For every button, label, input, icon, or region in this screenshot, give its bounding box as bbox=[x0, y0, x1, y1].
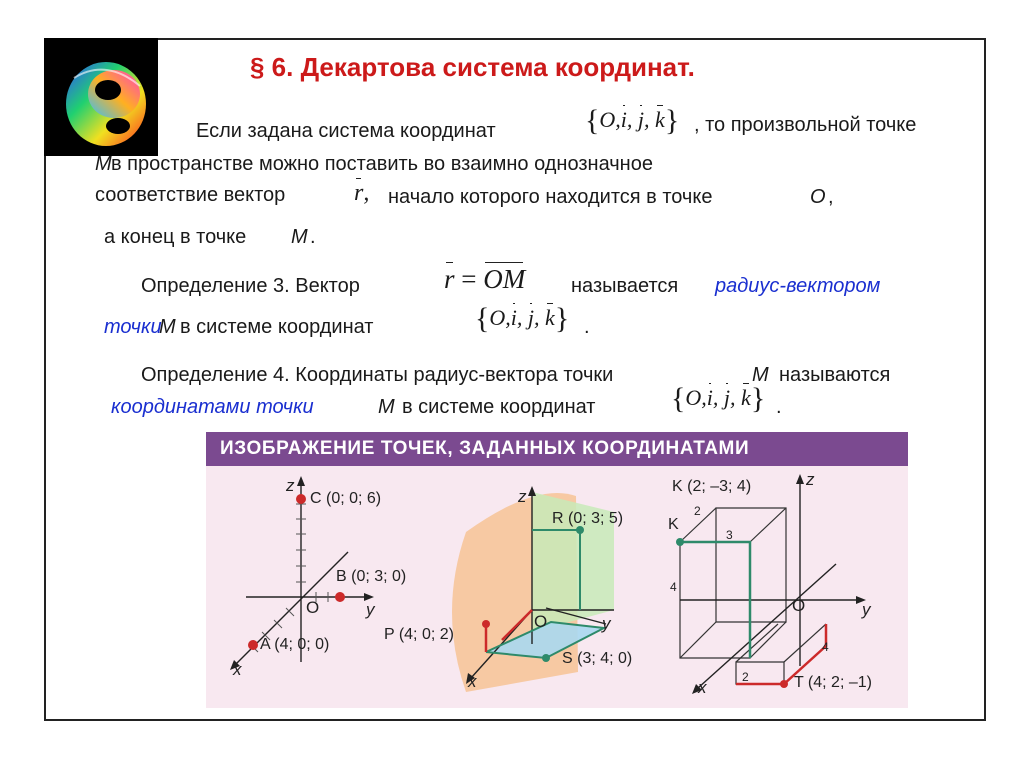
p3-axis-z: z bbox=[806, 470, 815, 489]
p3-axis-x: x bbox=[698, 678, 707, 697]
def4-term: координатами точки bbox=[111, 396, 314, 418]
label-point-k: K bbox=[668, 516, 679, 533]
label-point-b: B (0; 3; 0) bbox=[336, 568, 407, 585]
basis-formula-1: {O,i, j, k} bbox=[585, 104, 680, 137]
label-point-c: C (0; 0; 6) bbox=[310, 490, 382, 507]
point-k-marker bbox=[676, 538, 684, 546]
para1-line4-a: а конец в точке bbox=[104, 226, 247, 248]
point-b-marker bbox=[335, 592, 345, 602]
def3-line2-b: в системе координат bbox=[180, 316, 374, 338]
label-point-r: R (0; 3; 5) bbox=[552, 510, 624, 527]
label-point-p: P (4; 0; 2) bbox=[384, 626, 454, 643]
figure-drawing bbox=[206, 432, 908, 708]
basis-formula-3: {O,i, j, k} bbox=[671, 382, 766, 415]
point-p-marker bbox=[482, 620, 490, 628]
coordinates-figure bbox=[206, 432, 908, 708]
logo-image bbox=[44, 38, 158, 156]
label-point-t: T (4; 2; –1) bbox=[794, 674, 872, 691]
def4-line2-b: в системе координат bbox=[402, 396, 596, 418]
label-point-s: S (3; 4; 0) bbox=[562, 650, 633, 667]
def4-line2-point: M bbox=[378, 396, 395, 418]
point-c-marker bbox=[296, 494, 306, 504]
p1-axis-y: y bbox=[366, 600, 375, 619]
p2-axis-x: x bbox=[468, 672, 477, 691]
point-t-marker bbox=[780, 680, 788, 688]
p2-axis-z: z bbox=[518, 487, 527, 506]
label-point-a: A (4; 0; 0) bbox=[260, 636, 330, 653]
para1-point-m: M bbox=[95, 153, 112, 175]
para1-line3-end: , bbox=[828, 186, 834, 208]
def3-end: . bbox=[584, 316, 590, 338]
p2-axis-y: y bbox=[602, 614, 611, 633]
point-s-marker bbox=[542, 654, 550, 662]
p1-origin: O bbox=[306, 598, 320, 617]
point-a-marker bbox=[248, 640, 258, 650]
def4-part1: Определение 4. Координаты радиус-вектора точки bbox=[141, 364, 614, 386]
dim-2-top: 2 bbox=[694, 504, 701, 518]
def3-term: радиус-вектором bbox=[715, 275, 881, 297]
def3-part1: Определение 3. Вектор bbox=[141, 275, 360, 297]
p1-axis-x: x bbox=[233, 660, 242, 679]
dim-2-bottom: 2 bbox=[742, 670, 749, 684]
label-point-k-coord: K (2; –3; 4) bbox=[672, 478, 752, 495]
dim-3: 3 bbox=[726, 528, 733, 542]
para1-line1-b: , то произвольной точке bbox=[694, 114, 917, 136]
vector-r: r, bbox=[354, 180, 370, 206]
p2-origin: O bbox=[534, 612, 548, 631]
para1-line3-b: начало которого находится в точке bbox=[388, 186, 713, 208]
p1-axis-z: z bbox=[286, 476, 295, 495]
para1-line3-a: соответствие вектор bbox=[95, 184, 286, 206]
def3-part2: называется bbox=[571, 275, 679, 297]
para1-line1-a: Если задана система координат bbox=[196, 120, 496, 142]
para1-line2: в пространстве можно поставить во взаимно однозначное bbox=[111, 153, 653, 175]
basis-formula-2: {O,i, j, k} bbox=[475, 302, 570, 335]
p3-axis-y: y bbox=[862, 600, 871, 619]
para1-point-o: O bbox=[810, 186, 826, 208]
def3-equation: r = OM bbox=[444, 264, 526, 294]
dim-4-right: 4 bbox=[822, 640, 829, 654]
p3-origin: O bbox=[792, 596, 806, 615]
para1-line4-point: M bbox=[291, 226, 308, 248]
dim-4-left: 4 bbox=[670, 580, 677, 594]
para1-line4-end: . bbox=[310, 226, 316, 248]
page-title: § 6. Декартова система координат. bbox=[250, 52, 695, 82]
def4-part2: называются bbox=[779, 364, 891, 386]
def3-line2-point: M bbox=[159, 316, 176, 338]
def3-line2-a: точки bbox=[104, 316, 162, 338]
def4-point: M bbox=[752, 364, 769, 386]
figure-banner-text: ИЗОБРАЖЕНИЕ ТОЧЕК, ЗАДАННЫХ КООРДИНАТАМИ bbox=[220, 438, 750, 459]
def4-end: . bbox=[776, 396, 782, 418]
